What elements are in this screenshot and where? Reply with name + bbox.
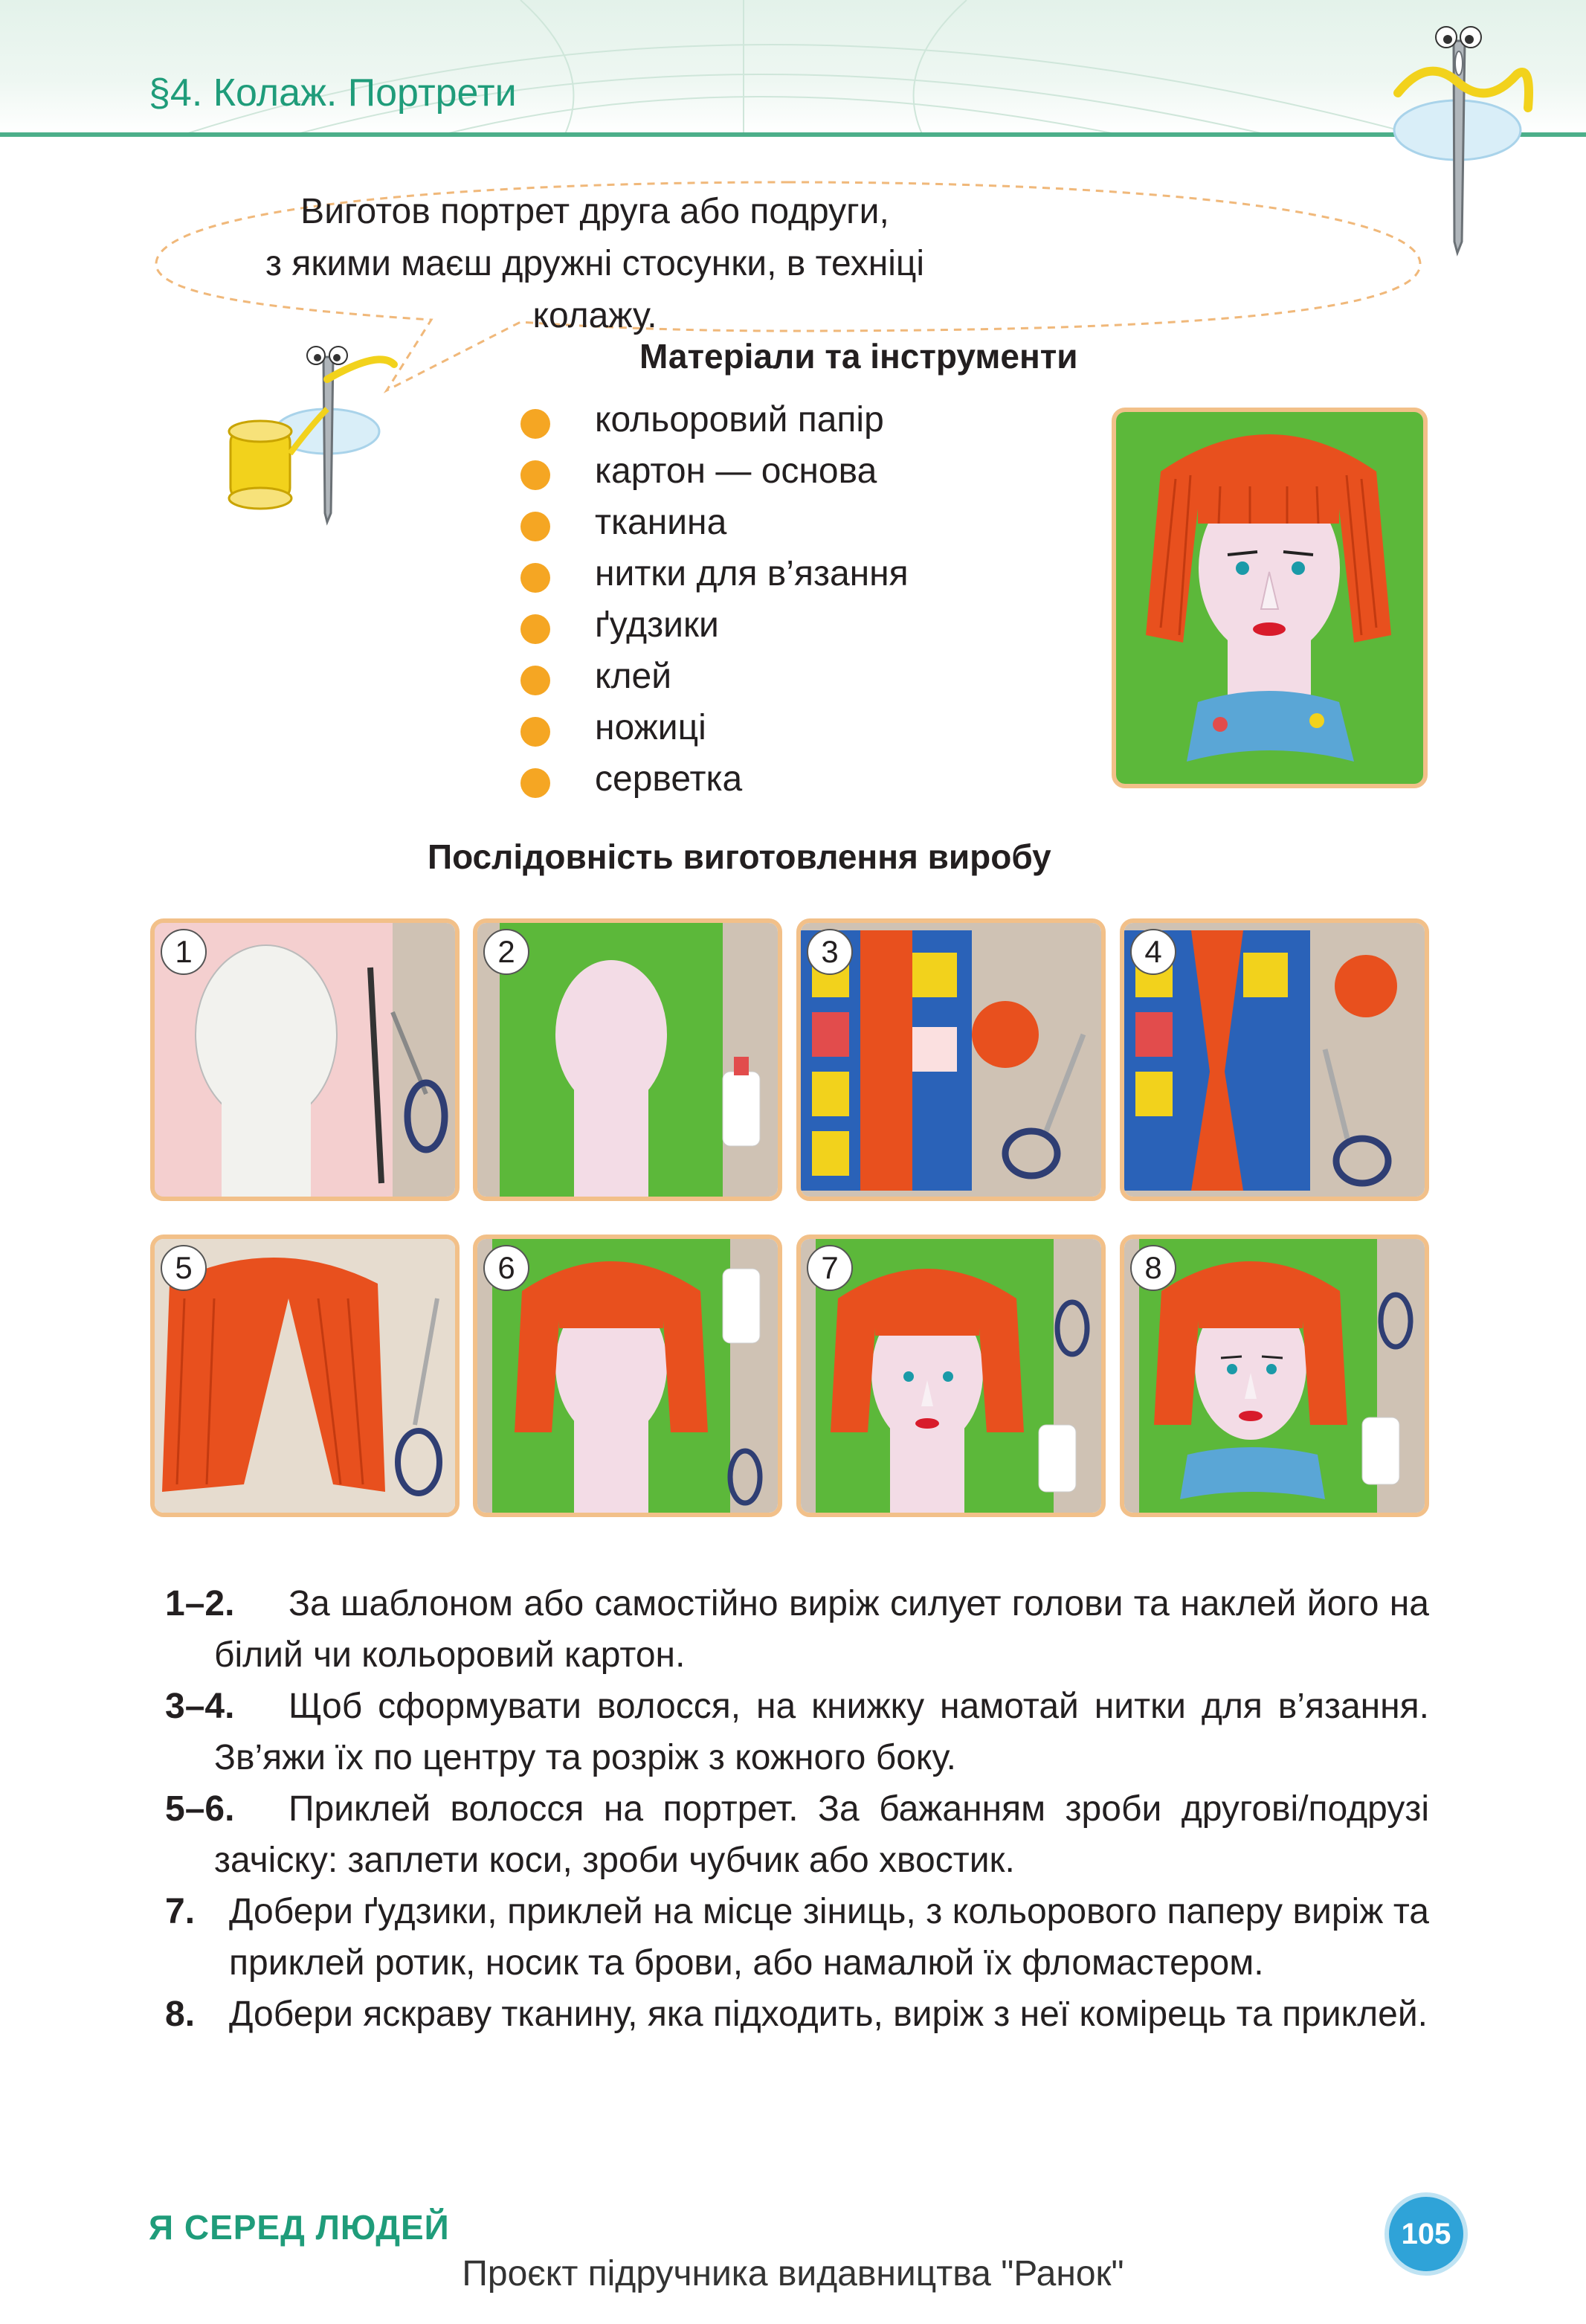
materials-item: ґудзики	[520, 599, 909, 651]
finished-portrait-photo	[1112, 408, 1428, 788]
footer-credit: Проєкт підручника видавництва "Ранок"	[462, 2254, 1124, 2294]
sequence-heading: Послідовність виготовлення виробу	[428, 837, 1051, 876]
instruction-item	[165, 1783, 1429, 1886]
instruction-item	[165, 1681, 1429, 1783]
step-photo-7	[796, 1235, 1106, 1517]
instruction-number: 3–4.	[165, 1687, 235, 1726]
footer-section-label: Я СЕРЕД ЛЮДЕЙ	[149, 2208, 450, 2247]
materials-item: тканина	[520, 497, 909, 548]
bubble-line-2: з якими маєш дружні стосунки, в техніці колажу.	[265, 244, 925, 335]
step-number: 6	[483, 1245, 529, 1291]
step-photo-8	[1120, 1235, 1429, 1517]
materials-item: клей	[520, 651, 909, 702]
step-photo-4	[1120, 918, 1429, 1201]
step-number: 8	[1130, 1245, 1176, 1291]
instruction-number: 7.	[165, 1892, 196, 1931]
materials-item: кольоровий папір	[520, 394, 909, 445]
instruction-item	[165, 1886, 1429, 1989]
materials-item: картон — основа	[520, 445, 909, 497]
instruction-text: Добери ґудзики, приклей на місце зіниць, з кольорового паперу виріж та приклей ротик, носик та брови, або намалюй їх фломастером.	[229, 1892, 1429, 1983]
instructions	[165, 1578, 1429, 2040]
needle-spool-mascot-icon	[216, 335, 409, 535]
materials-item: нитки для в’язання	[520, 548, 909, 599]
page-number: 105	[1384, 2192, 1468, 2276]
step-photo-6	[473, 1235, 782, 1517]
instruction-number: 8.	[165, 1995, 196, 2034]
step-photo-5	[150, 1235, 460, 1517]
instruction-text: Щоб сформувати волосся, на книжку намотай нитки для в’язання. Зв’яжи їх по центру та розріж з кожного боку.	[214, 1687, 1429, 1777]
step-number: 3	[807, 929, 853, 975]
step-number: 5	[161, 1245, 207, 1291]
step-number: 4	[1130, 929, 1176, 975]
instruction-item	[165, 1578, 1429, 1681]
materials-heading: Матеріали та інструменти	[639, 337, 1078, 376]
bubble-text	[223, 186, 967, 342]
instruction-text: Добери яскраву тканину, яка підходить, виріж з неї комірець та приклей.	[229, 1995, 1428, 2034]
instruction-item	[165, 1989, 1429, 2040]
materials-item: ножиці	[520, 702, 909, 753]
bubble-line-1: Виготов портрет друга або подруги,	[300, 192, 889, 231]
header-rule	[0, 132, 1586, 137]
materials-item: серветка	[520, 753, 909, 805]
instruction-text: За шаблоном або самостійно виріж силует голови та наклей його на білий чи кольоровий картон.	[214, 1584, 1429, 1675]
step-photo-1	[150, 918, 460, 1201]
instruction-number: 5–6.	[165, 1789, 235, 1829]
step-photo-3	[796, 918, 1106, 1201]
materials-list	[520, 394, 909, 805]
step-number: 1	[161, 929, 207, 975]
step-number: 2	[483, 929, 529, 975]
step-number: 7	[807, 1245, 853, 1291]
section-title: §4. Колаж. Портрети	[149, 71, 517, 115]
instruction-text: Приклей волосся на портрет. За бажанням зроби другові/подрузі зачіску: заплети коси, зроби чубчик або хвостик.	[214, 1789, 1429, 1880]
step-photo-2	[473, 918, 782, 1201]
instruction-number: 1–2.	[165, 1584, 235, 1623]
